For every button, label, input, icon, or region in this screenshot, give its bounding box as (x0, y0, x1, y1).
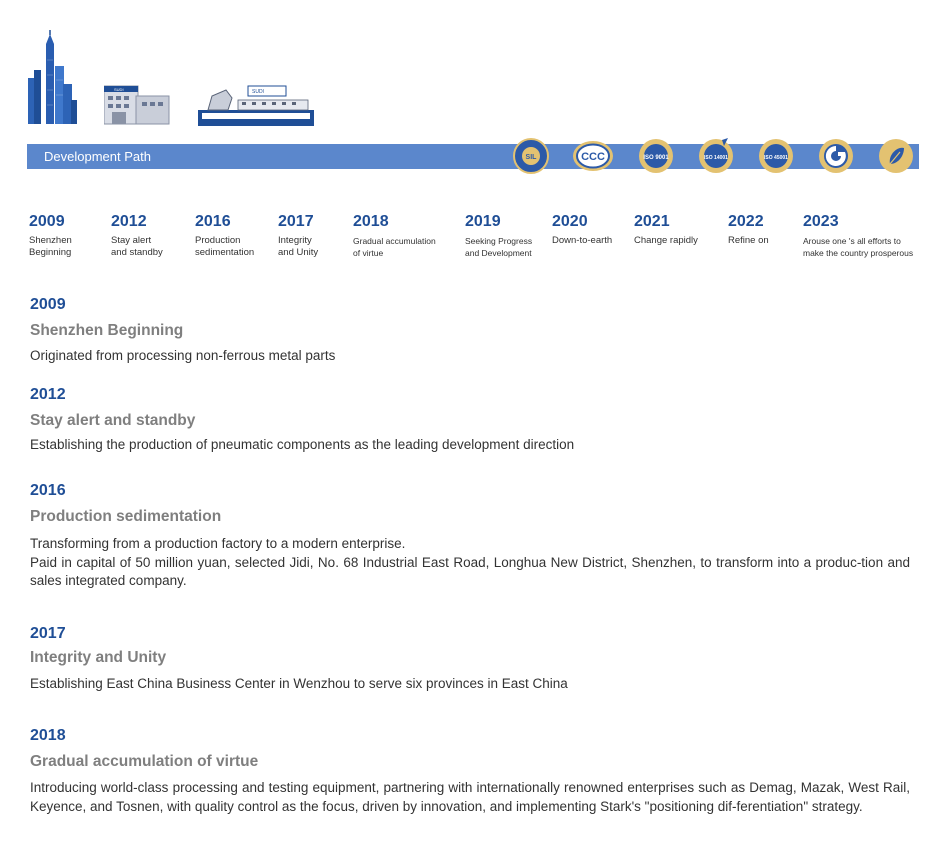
iso9001-certificate-icon (638, 138, 674, 174)
entry-year: 2017 (30, 625, 66, 642)
iso45001-certificate-text: ISO 45001 (764, 155, 788, 161)
milestone-name-line1: Stay alert (111, 235, 152, 246)
entry-description: Paid in capital of 50 million yuan, selected Jidi, No. 68 Industrial East Road, Longhua New District, Shenzhen, to transform into a produc-tion and sales integrated company. (30, 554, 910, 588)
milestone-name-line1: Gradual accumulation (353, 236, 436, 246)
milestone-name-line2: make the country prosperous (803, 248, 914, 258)
milestone-year: 2023 (803, 213, 839, 230)
milestone-2019 (465, 213, 532, 259)
milestone-year: 2012 (111, 213, 147, 230)
milestone-name-line1: Refine on (728, 235, 769, 246)
milestone-name-line1: Production (195, 235, 241, 246)
milestone-name (803, 235, 913, 259)
entry-year: 2012 (30, 386, 66, 403)
entry-title: Shenzhen Beginning (30, 322, 184, 339)
iso9001-certificate-text: ISO 9001 (643, 155, 669, 161)
production-line-illustration (198, 82, 314, 126)
milestone-year: 2016 (195, 213, 231, 230)
milestone-year: 2020 (552, 213, 588, 230)
entry-description: Transforming from a production factory to a modern enterprise. (30, 536, 406, 551)
entry-description: Introducing world-class processing and testing equipment, partnering with internationally renowned enterprises such as Demag, Mazak, West Rail, Keyence, and Tosnen, with quality control as the focus, driven by innovation, and implementing Stark's "positioning dif-ferentiation" strategy. (30, 780, 910, 814)
iso45001-certificate-icon (758, 138, 794, 174)
milestone-2018 (353, 213, 436, 259)
milestone-name-line1: Integrity (278, 235, 312, 246)
entry-title: Stay alert and standby (30, 412, 196, 429)
sil-certificate-icon (513, 138, 549, 174)
milestone-year: 2019 (465, 213, 501, 230)
history-entry-2016 (30, 482, 910, 591)
milestone-name (728, 235, 769, 247)
milestone-name (111, 235, 163, 259)
entry-description: Establishing East China Business Center in Wenzhou to serve six provinces in East China (30, 676, 568, 691)
milestone-name-line1: Change rapidly (634, 235, 698, 246)
milestone-2021 (634, 213, 698, 247)
production-sign: SUDI (252, 89, 264, 95)
milestone-name-line2: Beginning (29, 247, 72, 258)
milestone-year: 2022 (728, 213, 764, 230)
milestone-2016 (195, 213, 254, 259)
milestone-name-line2: and standby (111, 247, 163, 258)
history-entry-2012 (30, 386, 910, 455)
milestone-year: 2017 (278, 213, 314, 230)
entry-title: Production sedimentation (30, 508, 222, 525)
milestone-year: 2021 (634, 213, 670, 230)
iso14001-certificate-icon (698, 138, 734, 174)
milestone-name-line1: Down-to-earth (552, 235, 613, 246)
entry-year: 2009 (30, 296, 66, 313)
ccc-certificate-text: CCC (581, 151, 605, 163)
iso14001-certificate-text: ISO 14001 (704, 155, 728, 161)
ccc-certificate-icon (572, 138, 614, 174)
milestone-name-line1: Seeking Progress (465, 236, 533, 246)
milestone-2020 (552, 213, 612, 247)
entry-title: Integrity and Unity (30, 649, 167, 666)
factory-sign: SUDI (114, 87, 124, 92)
milestone-name-line2: sedimentation (195, 247, 255, 258)
milestone-name (278, 235, 318, 259)
milestone-name-line2: and Unity (278, 247, 319, 258)
milestone-2023 (803, 213, 913, 259)
history-entry-2009 (30, 296, 910, 366)
milestone-name-line2: and Development (465, 248, 532, 258)
milestone-name-line1: Shenzhen (29, 235, 72, 246)
milestone-year: 2009 (29, 213, 65, 230)
factory-building-illustration (104, 84, 170, 126)
milestone-name (195, 235, 254, 259)
entry-title: Gradual accumulation of virtue (30, 753, 259, 770)
milestone-name (465, 235, 532, 259)
skyscraper-illustration (26, 30, 78, 126)
milestone-2022 (728, 213, 769, 247)
leaf-certificate-icon (878, 138, 914, 174)
milestone-name (552, 235, 612, 247)
milestone-2009 (29, 213, 72, 259)
milestone-name-line2: of virtue (353, 248, 384, 258)
milestone-2017 (278, 213, 318, 259)
sil-certificate-text: SIL (525, 154, 537, 161)
entry-year: 2016 (30, 482, 66, 499)
milestone-name (29, 235, 72, 259)
history-entry-2018 (30, 727, 910, 816)
milestone-name (634, 235, 698, 247)
gb-certificate-icon (818, 138, 854, 174)
entry-description: Originated from processing non-ferrous metal parts (30, 348, 336, 363)
milestone-name-line1: Arouse one 's all efforts to (803, 236, 901, 246)
milestone-year: 2018 (353, 213, 389, 230)
entry-year: 2018 (30, 727, 66, 744)
entry-description: Establishing the production of pneumatic components as the leading development direction (30, 437, 575, 452)
milestone-name (353, 235, 436, 259)
history-entry-2017 (30, 625, 910, 694)
milestone-2012 (111, 213, 163, 259)
banner-title: Development Path (44, 149, 151, 164)
